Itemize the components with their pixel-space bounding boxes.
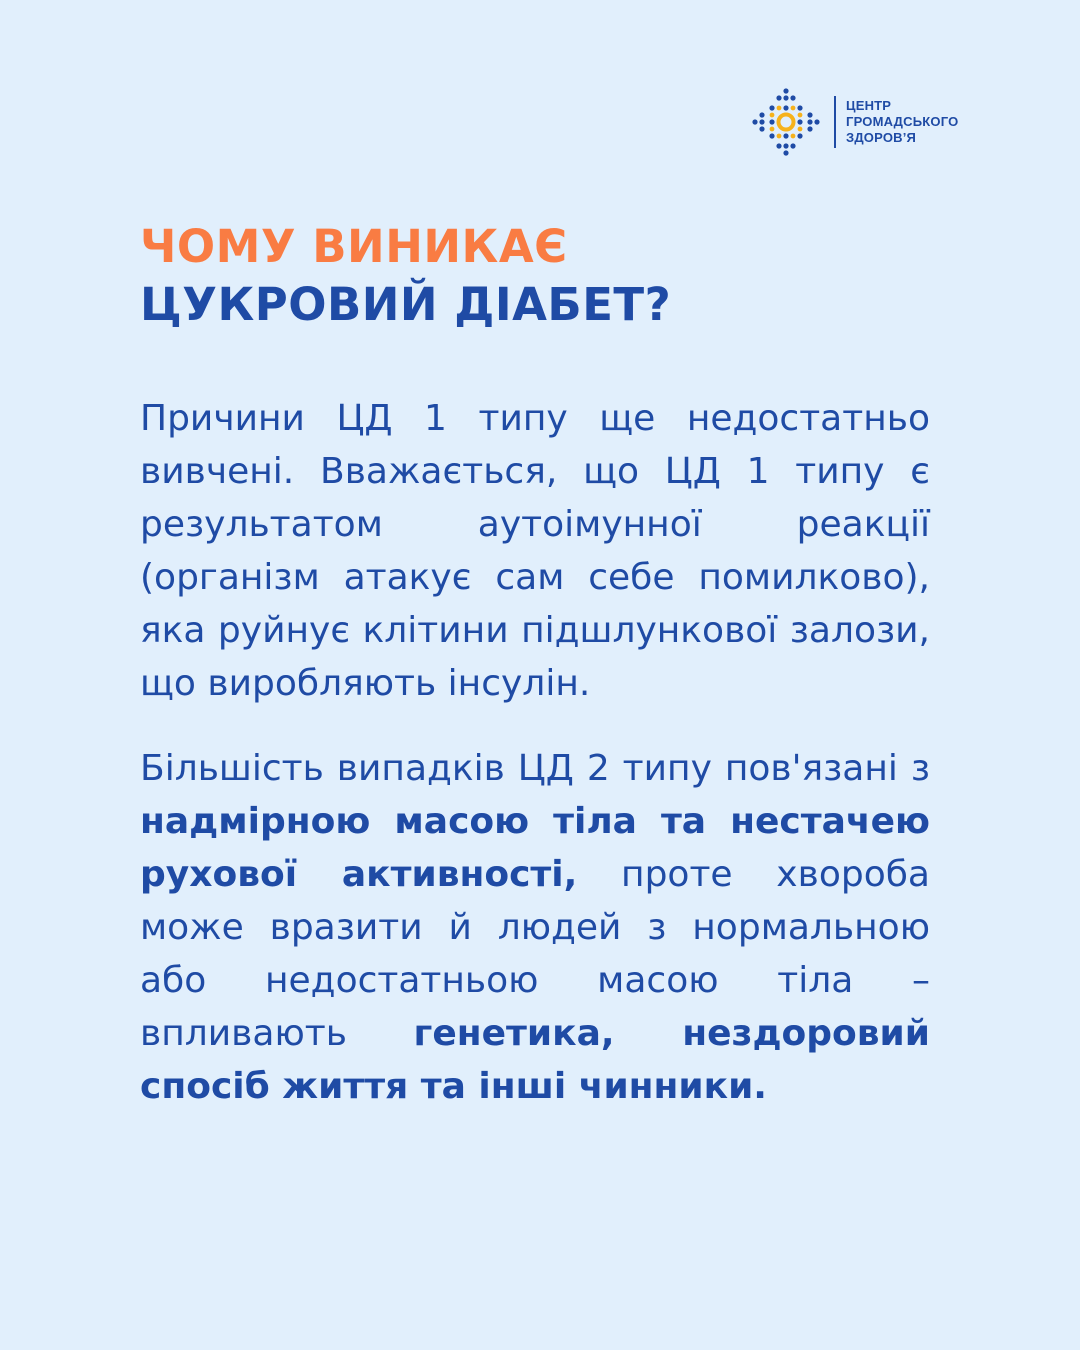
logo-divider — [834, 96, 836, 148]
paragraph-type2-causes — [140, 742, 930, 1113]
emphasis-text: надмірною масою тіла та нестачею рухової активності, — [140, 801, 930, 895]
logo-text — [846, 98, 958, 146]
paragraph-text: проте хвороба може вразити й людей з нормальною або недостатньою масою тіла – впливають — [140, 854, 930, 1054]
title-line-blue: ЦУКРОВИЙ ДІАБЕТ? — [140, 278, 672, 331]
logo-text-line: ГРОМАДСЬКОГО — [846, 114, 959, 129]
organization-logo — [752, 88, 958, 156]
public-health-center-ornament-icon — [752, 88, 820, 156]
title-line-orange: ЧОМУ ВИНИКАЄ — [140, 220, 568, 273]
logo-text-line: ЦЕНТР — [846, 98, 892, 113]
paragraph-type1-causes: Причини ЦД 1 типу ще недостатньо вивчені. Вважається, що ЦД 1 типу є результатом аутоімунної реакції (організм атакує сам себе помилково), яка руйнує клітини підшлункової залози, що виробляють інсулін. — [140, 398, 930, 704]
logo-text-line: ЗДОРОВ’Я — [846, 130, 917, 145]
paragraph-text: Більшість випадків ЦД 2 типу пов'язані з — [140, 748, 930, 789]
page-title — [140, 218, 671, 334]
emphasis-text: генетика, нездоровий спосіб життя та інші чинники. — [140, 1013, 930, 1107]
